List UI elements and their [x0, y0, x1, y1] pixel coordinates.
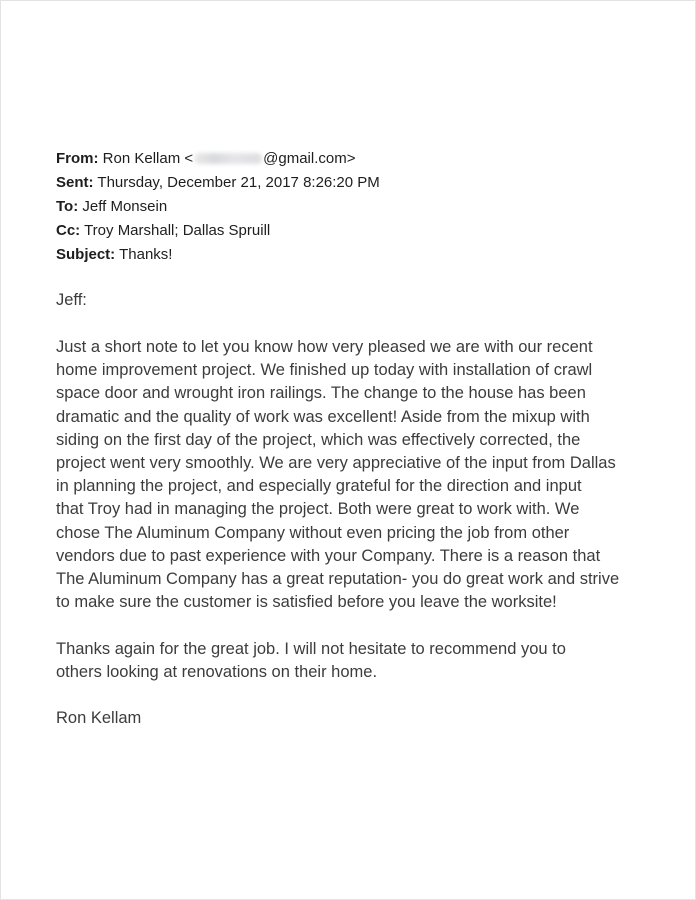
sent-label: Sent: — [56, 174, 94, 191]
from-name: Ron Kellam < — [102, 150, 194, 167]
subject-row — [56, 243, 656, 267]
from-domain: @gmail.com> — [263, 150, 356, 167]
salutation: Jeff: — [56, 291, 87, 309]
paragraph-line: vendors due to past experience with your Company. There is a reason that — [56, 546, 601, 565]
to-row — [56, 195, 656, 219]
body-paragraph-2 — [56, 638, 656, 684]
paragraph-line: to make sure the customer is satisfied before you leave the worksite! — [56, 593, 557, 612]
paragraph-line: Thanks again for the great job. I will not hesitate to recommend you to — [56, 640, 566, 658]
redacted-email-blur — [194, 153, 262, 164]
paragraph-line: chose The Aluminum Company without even pricing the job from other — [56, 523, 570, 542]
paragraph-line: siding on the first day of the project, which was effectively corrected, the — [56, 430, 581, 449]
paragraph-line: project went very smoothly. We are very appreciative of the input from Dallas — [56, 454, 616, 473]
cc-label: Cc: — [56, 222, 81, 239]
paragraph-line: home improvement project. We finished up today with installation of crawl — [56, 361, 593, 380]
email-header — [56, 147, 656, 267]
paragraph-line: space door and wrought iron railings. The change to the house has been — [56, 384, 586, 403]
paragraph-line: dramatic and the quality of work was excellent! Aside from the mixup with — [56, 407, 590, 426]
sent-value: Thursday, December 21, 2017 8:26:20 PM — [97, 174, 380, 191]
signature: Ron Kellam — [56, 709, 142, 727]
subject-label: Subject: — [56, 246, 116, 263]
from-label: From: — [56, 150, 99, 167]
paragraph-line: Just a short note to let you know how very pleased we are with our recent — [56, 338, 593, 356]
paragraph-line: in planning the project, and especially grateful for the direction and input — [56, 477, 582, 496]
paragraph-line: that Troy had in managing the project. Both were great to work with. We — [56, 500, 580, 519]
cc-value: Troy Marshall; Dallas Spruill — [84, 222, 271, 239]
paragraph-line: The Aluminum Company has a great reputation- you do great work and strive — [56, 570, 620, 589]
from-row — [56, 147, 656, 171]
cc-row — [56, 219, 656, 243]
to-label: To: — [56, 198, 79, 215]
paragraph-line: others looking at renovations on their home. — [56, 663, 378, 682]
to-value: Jeff Monsein — [82, 198, 168, 215]
body-paragraph-1 — [56, 336, 656, 614]
subject-value: Thanks! — [119, 246, 173, 263]
sent-row — [56, 171, 656, 195]
